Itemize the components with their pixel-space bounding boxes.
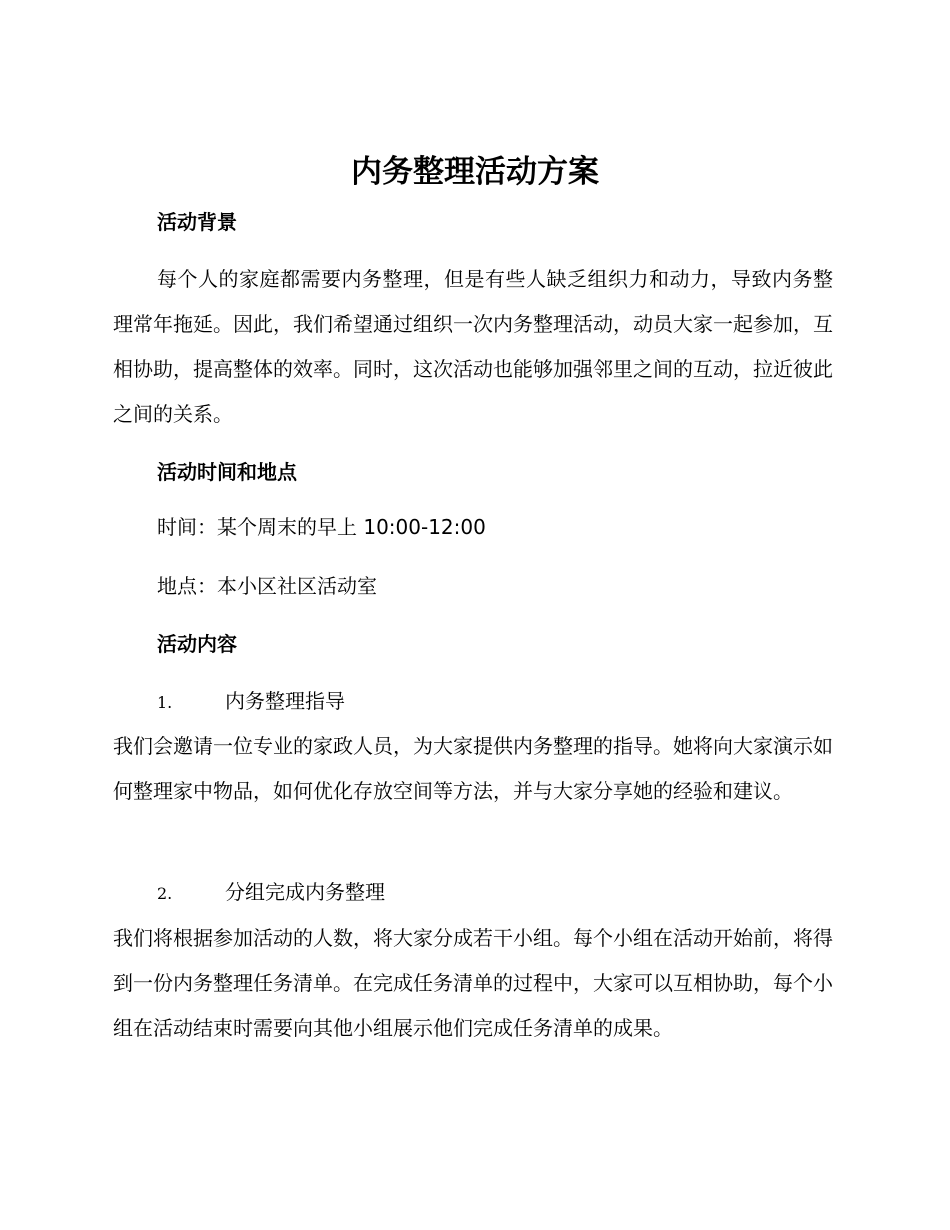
background-paragraph: 每个人的家庭都需要内务整理，但是有些人缺乏组织力和动力，导致内务整理常年拖延。因此，我们希望通过组织一次内务整理活动，动员大家一起参加，互相协助，提高整体的效率。同时，这次活动也能够加强邻里之间的互动，拉近彼此之间的关系。 — [113, 267, 833, 426]
list-item-2-paragraph: 我们将根据参加活动的人数，将大家分成若干小组。每个小组在活动开始前，将得到一份内务整理任务清单。在完成任务清单的过程中，大家可以互相协助，每个小组在活动结束时需要向其他小组展示他们完成任务清单的成果。 — [113, 926, 833, 1040]
list-item-1-paragraph: 我们会邀请一位专业的家政人员，为大家提供内务整理的指导。她将向大家演示如何整理家中物品，如何优化存放空间等方法，并与大家分享她的经验和建议。 — [113, 734, 833, 803]
document-title: 内务整理活动方案 — [351, 154, 599, 190]
event-place: 地点：本小区社区活动室 — [157, 574, 377, 598]
list-item-2 — [157, 877, 385, 909]
section-heading-time-place: 活动时间和地点 — [157, 460, 297, 484]
section-heading-background: 活动背景 — [157, 210, 237, 234]
list-item-number: 1. — [157, 693, 173, 712]
section-heading-content: 活动内容 — [157, 632, 237, 656]
event-time: 时间：某个周末的早上 10:00-12:00 — [157, 515, 486, 539]
list-item-title: 内务整理指导 — [225, 689, 345, 713]
list-item-1 — [157, 686, 345, 718]
list-item-number: 2. — [157, 884, 173, 903]
list-item-title: 分组完成内务整理 — [225, 880, 385, 904]
